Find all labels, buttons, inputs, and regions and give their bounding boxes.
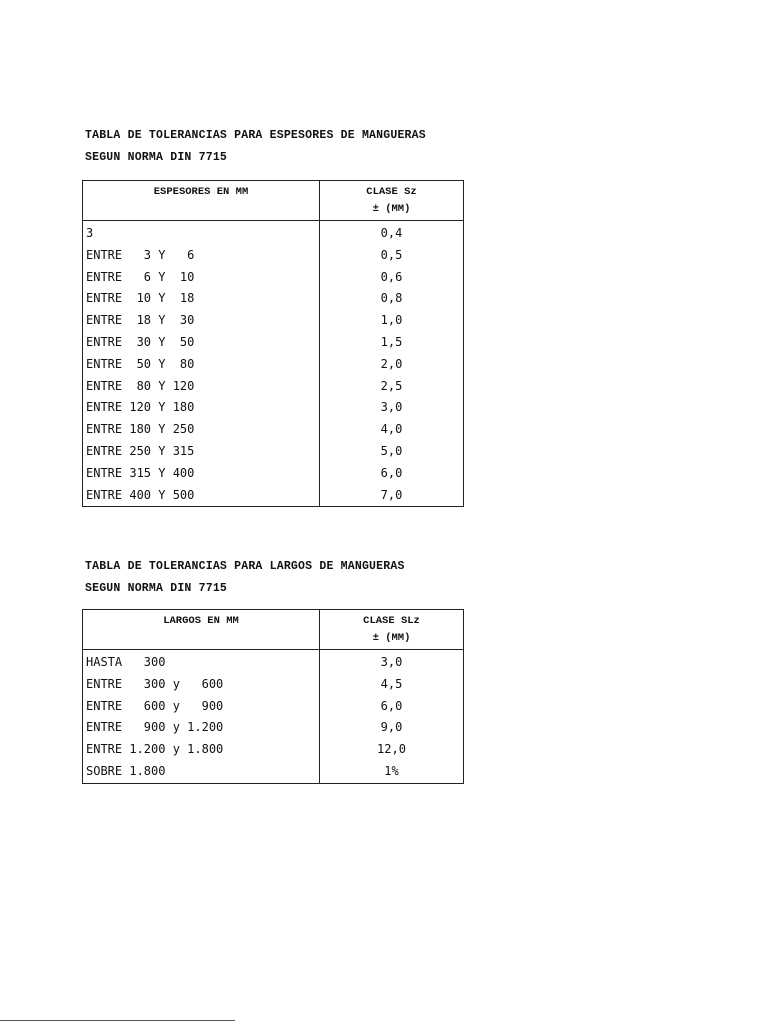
table-row xyxy=(83,397,464,419)
tolerance-cell: 9,0 xyxy=(320,717,464,739)
table-row xyxy=(83,441,464,463)
table-row xyxy=(83,354,464,376)
range-cell: ENTRE 6 Y 10 xyxy=(86,269,195,284)
table-row xyxy=(83,267,464,289)
header-class-slz-line1: CLASE SLz xyxy=(363,615,420,627)
range-cell: HASTA 300 xyxy=(86,655,166,669)
range-cell: ENTRE 10 Y 18 xyxy=(86,291,195,306)
table-row xyxy=(83,288,464,310)
range-cell: ENTRE 250 Y 315 xyxy=(86,443,195,458)
tolerance-cell: 4,0 xyxy=(320,419,464,441)
table-header-row xyxy=(83,181,464,221)
table-row xyxy=(83,485,464,507)
tolerance-cell: 0,5 xyxy=(320,245,464,267)
tolerance-cell: 6,0 xyxy=(320,696,464,718)
header-class-slz-line2: ± (MM) xyxy=(372,632,411,644)
range-cell: ENTRE 3 Y 6 xyxy=(86,247,195,262)
range-cell: ENTRE 30 Y 50 xyxy=(86,334,195,349)
table-row xyxy=(83,221,464,245)
table-row xyxy=(83,376,464,398)
range-cell: ENTRE 1.200 y 1.800 xyxy=(86,742,224,757)
tolerance-cell: 6,0 xyxy=(320,463,464,485)
table-row xyxy=(83,696,464,718)
table-row xyxy=(83,650,464,674)
range-cell: 3 xyxy=(86,226,94,240)
table1-title-line1: TABLA DE TOLERANCIAS PARA ESPESORES DE MANGUERAS xyxy=(85,129,426,142)
table-row xyxy=(83,332,464,354)
thickness-tolerance-table xyxy=(82,180,464,507)
length-table-body xyxy=(83,650,464,784)
tolerance-cell: 12,0 xyxy=(320,739,464,761)
range-cell: ENTRE 50 Y 80 xyxy=(86,356,195,371)
tolerance-cell: 7,0 xyxy=(320,485,464,507)
table2-title-line2: SEGUN NORMA DIN 7715 xyxy=(85,582,228,595)
range-cell: ENTRE 315 Y 400 xyxy=(86,465,195,480)
table-row xyxy=(83,463,464,485)
tolerance-cell: 0,6 xyxy=(320,267,464,289)
tolerance-cell: 3,0 xyxy=(320,650,464,674)
table1-title xyxy=(85,125,426,169)
header-lengths: LARGOS EN MM xyxy=(83,610,320,650)
table-row xyxy=(83,245,464,267)
range-cell: ENTRE 300 y 600 xyxy=(86,676,224,691)
bottom-scan-line xyxy=(0,1020,235,1021)
tolerance-cell: 5,0 xyxy=(320,441,464,463)
range-cell: ENTRE 900 y 1.200 xyxy=(86,720,224,735)
header-class-sz-line1: CLASE Sz xyxy=(366,186,417,198)
table-row xyxy=(83,310,464,332)
thickness-table-body xyxy=(83,221,464,507)
range-cell: SOBRE 1.800 xyxy=(86,763,166,778)
tolerance-cell: 2,5 xyxy=(320,376,464,398)
table-header-row xyxy=(83,610,464,650)
tolerance-cell: 2,0 xyxy=(320,354,464,376)
length-tolerance-table xyxy=(82,609,464,784)
tolerance-cell: 1,5 xyxy=(320,332,464,354)
header-class-sz xyxy=(320,181,464,221)
tolerance-cell: 1,0 xyxy=(320,310,464,332)
header-class-sz-line2: ± (MM) xyxy=(372,203,411,215)
range-cell: ENTRE 18 Y 30 xyxy=(86,313,195,328)
tolerance-cell: 3,0 xyxy=(320,397,464,419)
range-cell: ENTRE 120 Y 180 xyxy=(86,400,195,415)
tolerance-cell: 0,4 xyxy=(320,221,464,245)
table2-title xyxy=(85,556,405,600)
table-row xyxy=(83,739,464,761)
range-cell: ENTRE 400 Y 500 xyxy=(86,487,195,502)
table-row xyxy=(83,761,464,783)
table-row xyxy=(83,717,464,739)
range-cell: ENTRE 180 Y 250 xyxy=(86,422,195,437)
tolerance-cell: 1% xyxy=(320,761,464,783)
range-cell: ENTRE 80 Y 120 xyxy=(86,378,195,393)
header-class-slz xyxy=(320,610,464,650)
table-row xyxy=(83,674,464,696)
range-cell: ENTRE 600 y 900 xyxy=(86,698,224,713)
header-thickness: ESPESORES EN MM xyxy=(83,181,320,221)
table2-title-line1: TABLA DE TOLERANCIAS PARA LARGOS DE MANGUERAS xyxy=(85,560,405,573)
table-row xyxy=(83,419,464,441)
tolerance-cell: 4,5 xyxy=(320,674,464,696)
tolerance-cell: 0,8 xyxy=(320,288,464,310)
table1-title-line2: SEGUN NORMA DIN 7715 xyxy=(85,151,228,164)
